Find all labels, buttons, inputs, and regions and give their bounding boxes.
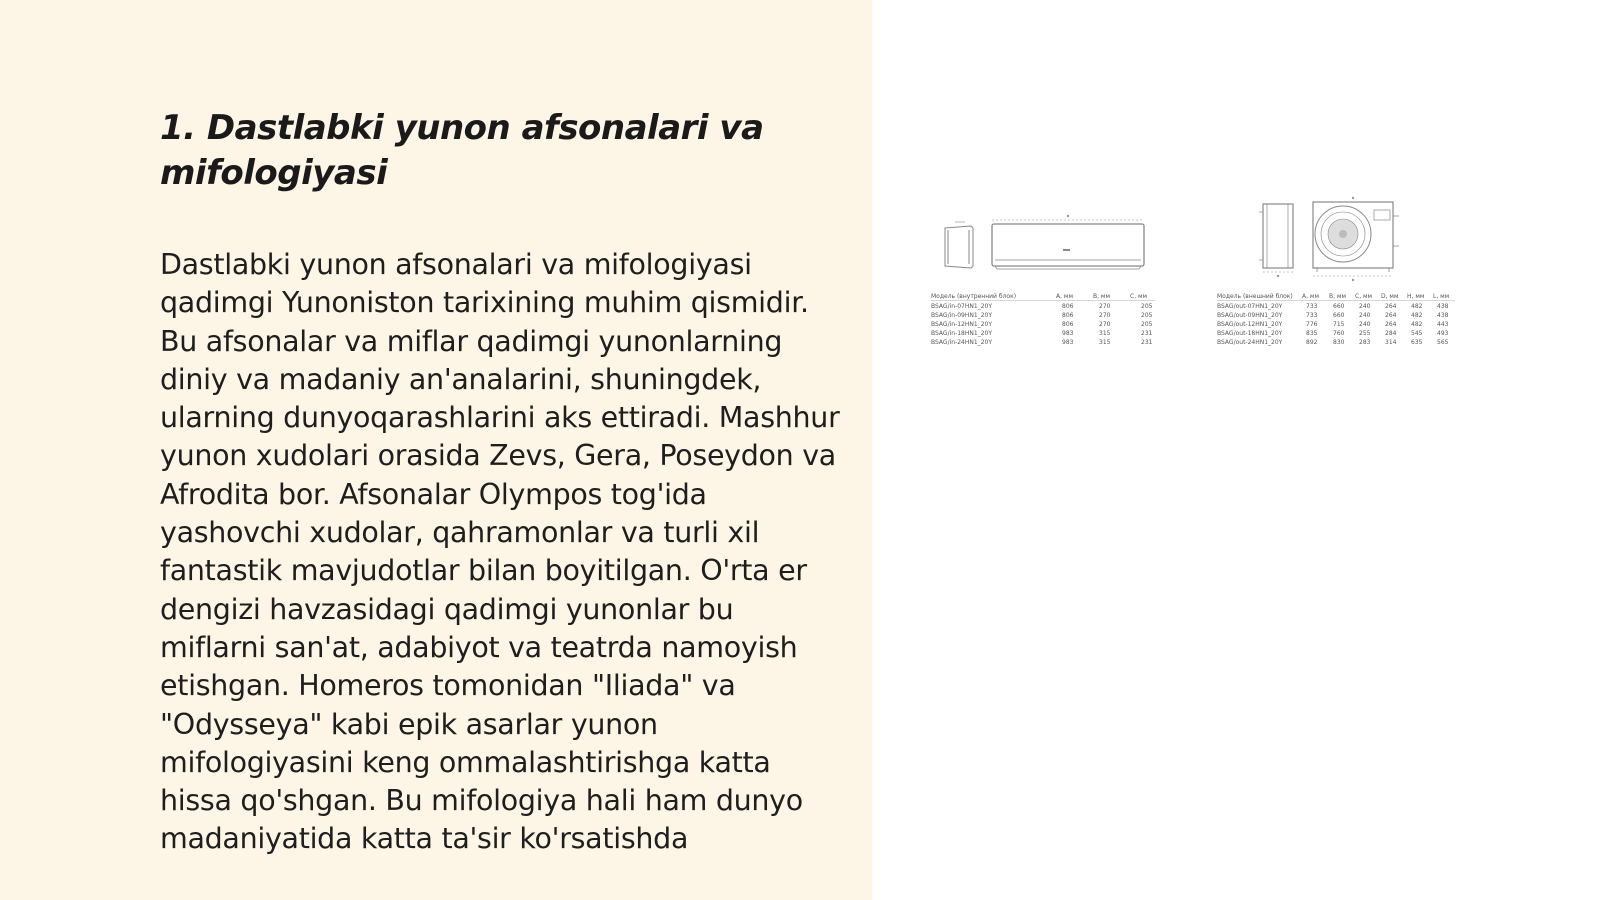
outdoor-row-b: 715 [1333, 321, 1345, 328]
indoor-row-model: BSAG/in-24HN1_20Y [931, 339, 992, 346]
indoor-row-c: 205 [1141, 303, 1153, 310]
outdoor-row-l: 493 [1437, 330, 1449, 337]
indoor-row-b: 270 [1099, 303, 1111, 310]
outdoor-header-model: Модель (внешний блок) [1217, 293, 1293, 300]
outdoor-row-a: 733 [1306, 303, 1318, 310]
outdoor-row-b: 830 [1333, 339, 1345, 346]
outdoor-unit-front-view [1313, 197, 1399, 281]
outdoor-row-c: 240 [1359, 312, 1371, 319]
outdoor-row-l: 438 [1437, 303, 1449, 310]
outdoor-row-c: 240 [1359, 303, 1371, 310]
indoor-row-a: 806 [1062, 312, 1074, 319]
indoor-header-b: B, мм [1093, 293, 1110, 300]
indoor-row-c: 205 [1141, 321, 1153, 328]
outdoor-row-model: BSAG/out-12HN1_20Y [1217, 321, 1283, 328]
indoor-row-b: 315 [1099, 339, 1111, 346]
outdoor-row-c: 255 [1359, 330, 1371, 337]
outdoor-row-model: BSAG/out-09HN1_20Y [1217, 312, 1283, 319]
slide-body-text: Dastlabki yunon afsonalari va mifologiyasi qadimgi Yunoniston tarixining muhim qismidir. Bu afsonalar va miflar qadimgi yunonlarning diniy va madaniy an'analarini, shuningdek, ularning dunyoqarashlarini aks ettiradi. Mashhur yunon xudolari orasida Zevs, Gera, Poseydon va Afrodita bor. Afsonalar Olympos tog'ida yashovchi xudolar, qahramonlar va turli xil fantastik mavjudotlar bilan boyitilgan. O'rta er dengizi havzasidagi qadimgi yunonlar bu miflarni san'at, adabiyot va teatrda namoyish etishgan. Homeros tomonidan "Iliada" va "Odysseya" kabi epik asarlar yunon mifologiyasini keng ommalashtirishga katta hissa qo'shgan. Bu mifologiya hali ham dunyo madaniyatida katta ta'sir ko'rsatishda [160, 248, 840, 856]
outdoor-row-model: BSAG/out-24HN1_20Y [1217, 339, 1283, 346]
indoor-header-c: C, мм [1130, 293, 1148, 300]
indoor-row-b: 315 [1099, 330, 1111, 337]
outdoor-header-d: D, мм [1381, 293, 1399, 300]
outdoor-header-c: C, мм [1355, 293, 1373, 300]
indoor-row-c: 231 [1141, 339, 1153, 346]
outdoor-row-c: 240 [1359, 321, 1371, 328]
outdoor-row-d: 284 [1385, 330, 1397, 337]
indoor-row-b: 270 [1099, 312, 1111, 319]
indoor-spec-table [931, 293, 1155, 346]
outdoor-row-a: 733 [1306, 312, 1318, 319]
outdoor-header-b: B, мм [1329, 293, 1346, 300]
outdoor-row-h: 635 [1411, 339, 1423, 346]
outdoor-unit-side-view [1259, 204, 1293, 277]
outdoor-header-l: L, мм [1433, 293, 1450, 300]
indoor-row-model: BSAG/in-09HN1_20Y [931, 312, 992, 319]
outdoor-row-c: 283 [1359, 339, 1371, 346]
outdoor-row-d: 264 [1385, 303, 1397, 310]
outdoor-row-d: 264 [1385, 321, 1397, 328]
outdoor-row-h: 482 [1411, 303, 1423, 310]
outdoor-spec-table [1217, 293, 1455, 346]
indoor-row-model: BSAG/in-18HN1_20Y [931, 330, 992, 337]
outdoor-row-l: 565 [1437, 339, 1449, 346]
outdoor-row-model: BSAG/out-07HN1_20Y [1217, 303, 1283, 310]
indoor-row-a: 806 [1062, 303, 1074, 310]
indoor-row-model: BSAG/in-07HN1_20Y [931, 303, 992, 310]
outdoor-row-model: BSAG/out-18HN1_20Y [1217, 330, 1283, 337]
indoor-row-a: 806 [1062, 321, 1074, 328]
outdoor-header-a: A, мм [1302, 293, 1319, 300]
indoor-unit-side-view [945, 222, 973, 268]
outdoor-row-a: 892 [1306, 339, 1318, 346]
outdoor-row-b: 660 [1333, 303, 1345, 310]
indoor-row-b: 270 [1099, 321, 1111, 328]
indoor-row-a: 983 [1062, 339, 1074, 346]
outdoor-header-h: H, мм [1407, 293, 1425, 300]
outdoor-row-h: 482 [1411, 312, 1423, 319]
indoor-unit-front-view [992, 215, 1144, 269]
indoor-row-a: 983 [1062, 330, 1074, 337]
indoor-row-c: 231 [1141, 330, 1153, 337]
air-conditioner-spec-figure [931, 196, 1455, 356]
spec-drawing [931, 196, 1455, 356]
outdoor-row-b: 760 [1333, 330, 1345, 337]
outdoor-row-d: 314 [1385, 339, 1397, 346]
outdoor-row-l: 443 [1437, 321, 1449, 328]
indoor-header-a: A, мм [1056, 293, 1073, 300]
outdoor-row-d: 264 [1385, 312, 1397, 319]
outdoor-row-a: 776 [1306, 321, 1318, 328]
outdoor-row-l: 438 [1437, 312, 1449, 319]
indoor-header-model: Модель (внутренний блок) [931, 293, 1017, 300]
indoor-row-c: 205 [1141, 312, 1153, 319]
slide-heading: 1. Dastlabki yunon afsonalari va mifologiyasi [160, 108, 764, 193]
outdoor-row-b: 660 [1333, 312, 1345, 319]
outdoor-row-h: 545 [1411, 330, 1423, 337]
outdoor-row-h: 482 [1411, 321, 1423, 328]
indoor-row-model: BSAG/in-12HN1_20Y [931, 321, 992, 328]
outdoor-row-a: 835 [1306, 330, 1318, 337]
